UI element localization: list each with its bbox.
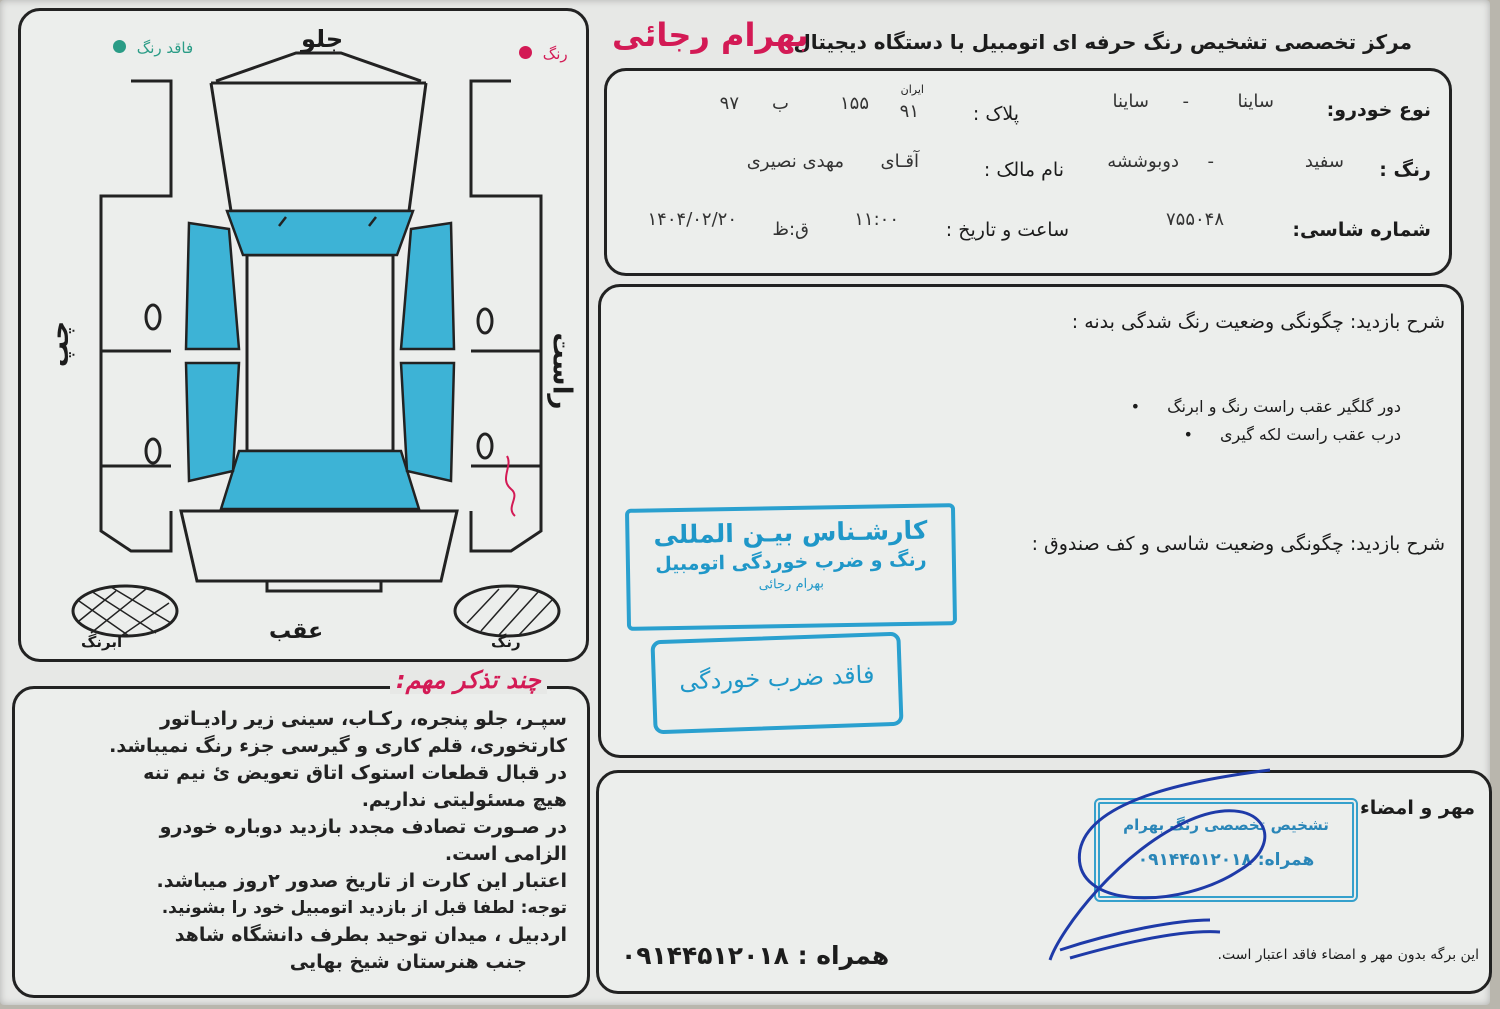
- expert-stamp: [625, 503, 957, 631]
- header-title: مرکز تخصصی تشخیص رنگ حرفه ای اتومبیل با دستگاه دیجیتال: [793, 30, 1412, 54]
- inspection-item-text: درب عقب راست لکه گیری: [1220, 425, 1401, 444]
- vehicle-info-panel: [604, 68, 1452, 276]
- legend-pattern-circles: [73, 586, 559, 636]
- paint-pattern-circle: [455, 586, 559, 636]
- roof-outline: [247, 255, 393, 451]
- legend-no-paint-label: فاقد رنگ: [136, 39, 194, 57]
- chassis-label: شماره شاسی:: [1292, 219, 1431, 241]
- right-rear-window: [401, 363, 454, 481]
- inspection-item: [1183, 425, 1401, 444]
- vehicle-type-label: نوع خودرو:: [1326, 99, 1431, 121]
- note-line: هیچ مسئولیتی نداریم.: [361, 789, 567, 811]
- note-line: جنب هنرستان شیخ بهایی: [289, 951, 527, 973]
- label-front: جلو: [301, 25, 344, 53]
- vehicle-type-dash: -: [1182, 91, 1189, 112]
- chassis-inspection-heading: شرح بازدید: چگونگی وضعیت شاسی و کف صندوق :: [1031, 533, 1445, 555]
- phone-line: [621, 941, 889, 970]
- note-line: کارتخوری، قلم کاری و گیرسی جزء رنگ نمیباشد.: [109, 735, 567, 757]
- trunk-outline: [181, 511, 457, 581]
- color-label: رنگ :: [1379, 159, 1431, 181]
- bullet-icon: •: [1183, 425, 1193, 444]
- note-line: در صـورت تصادف مجدد بازدید دوباره خودرو: [159, 816, 567, 838]
- signature-stamp-line1: تشخیص تخصصی رنگ بهرام: [1123, 816, 1329, 834]
- body-inspection-heading: شرح بازدید: چگونگی وضعیت رنگ شدگی بدنه :: [1071, 311, 1445, 333]
- plate-region-label: ایران: [900, 83, 924, 96]
- note-line: الزامی است.: [444, 843, 567, 865]
- paint-hatch: [467, 588, 553, 635]
- datetime-label: ساعت و تاریخ :: [945, 219, 1069, 241]
- legend-paint-label: رنگ: [542, 45, 568, 63]
- handwritten-signature: [1040, 760, 1360, 990]
- label-rear: عقب: [269, 619, 324, 644]
- car-outline-diagram: [21, 11, 581, 651]
- plate-label: پلاک :: [972, 103, 1019, 125]
- right-front-window: [401, 223, 454, 349]
- plate-region: ۹۱: [899, 101, 919, 122]
- note-line: اعتبار این کارت از تاریخ صدور ۲روز میباشد.: [156, 870, 567, 892]
- owner-value: مهدی نصیری: [746, 151, 844, 172]
- front-bumper-outline: [216, 53, 421, 81]
- car-diagram-panel: [18, 8, 589, 662]
- note-line: سپـر، جلو پنجره، رکـاب، سینی زیر رادیـاتور: [159, 708, 567, 730]
- note-line: در قبال قطعات استوک اتاق تعویض یٔ نیم تنه: [143, 762, 567, 784]
- left-front-handle: [146, 305, 160, 329]
- rear-window: [221, 451, 419, 509]
- note-line: اردبیل ، میدان توحید بطرف دانشگاه شاهد: [174, 924, 567, 946]
- phone-label: همراه :: [797, 941, 890, 970]
- date-value: ۱۴۰۴/۰۲/۲۰: [647, 209, 737, 230]
- color-dash: -: [1207, 151, 1214, 172]
- right-front-handle: [478, 309, 492, 333]
- color-value: سفید: [1304, 151, 1344, 172]
- no-damage-text: فاقد ضرب خوردگی: [678, 660, 875, 696]
- signature-heading: مهر و امضاء: [1359, 797, 1475, 819]
- right-rear-handle: [478, 434, 492, 458]
- owner-prefix: آقـای: [880, 151, 919, 172]
- time-value: ۱۱:۰۰: [854, 209, 899, 230]
- putty-crosshatch: [79, 587, 171, 636]
- plate-num1: ۱۵۵: [839, 93, 869, 114]
- windshield: [227, 211, 413, 255]
- notes-title: چند تذکر مهم:: [390, 666, 547, 694]
- label-left: چپ: [45, 320, 76, 368]
- phone-value: ۰۹۱۴۴۵۱۲۰۱۸: [621, 941, 789, 970]
- notes-list: [22, 706, 567, 976]
- vehicle-type-value: ساینا: [1237, 91, 1274, 112]
- color-type: دوبوششه: [1107, 151, 1179, 172]
- expert-stamp-line1: کارشـناس بیـن المللی: [653, 515, 928, 550]
- left-front-window: [186, 223, 239, 349]
- inspection-item-text: دور گلگیر عقب راست رنگ و ابرنگ: [1167, 397, 1401, 416]
- meridiem: ق:ظ: [772, 219, 809, 240]
- owner-label: نام مالک :: [983, 159, 1064, 181]
- expert-stamp-line3: بهرام رجائی: [758, 576, 825, 593]
- chassis-value: ۷۵۵۰۴۸: [1165, 209, 1224, 230]
- note-line: توجه: لطفا قبل از بازدید اتومبیل خود را بشونید.: [161, 898, 567, 918]
- header-brand: بهرام رجائی: [612, 16, 809, 54]
- signature-stamp-line2: همراه: ۰۹۱۴۴۵۱۲۰۱۸: [1137, 850, 1315, 870]
- label-right: راست: [546, 332, 577, 410]
- inspection-item: [1131, 397, 1401, 416]
- left-rear-window: [186, 363, 239, 481]
- validity-note: این برگه بدون مهر و امضاء فاقد اعتبار است.: [1217, 947, 1479, 963]
- vehicle-type-value2: ساینا: [1112, 91, 1149, 112]
- left-rear-handle: [146, 439, 160, 463]
- no-damage-stamp: [650, 632, 903, 735]
- legend-putty-label: ابرنگ: [81, 633, 123, 651]
- plate-letter: ب: [772, 93, 789, 114]
- plate-num2: ۹۷: [719, 93, 739, 114]
- hood-outline: [211, 83, 426, 211]
- bullet-icon: •: [1130, 397, 1141, 416]
- legend-paint-pattern-label: رنگ: [491, 633, 521, 651]
- putty-pattern-circle: [73, 586, 177, 636]
- expert-stamp-line2: رنگ و ضرب خوردگی اتومبیل: [655, 548, 927, 576]
